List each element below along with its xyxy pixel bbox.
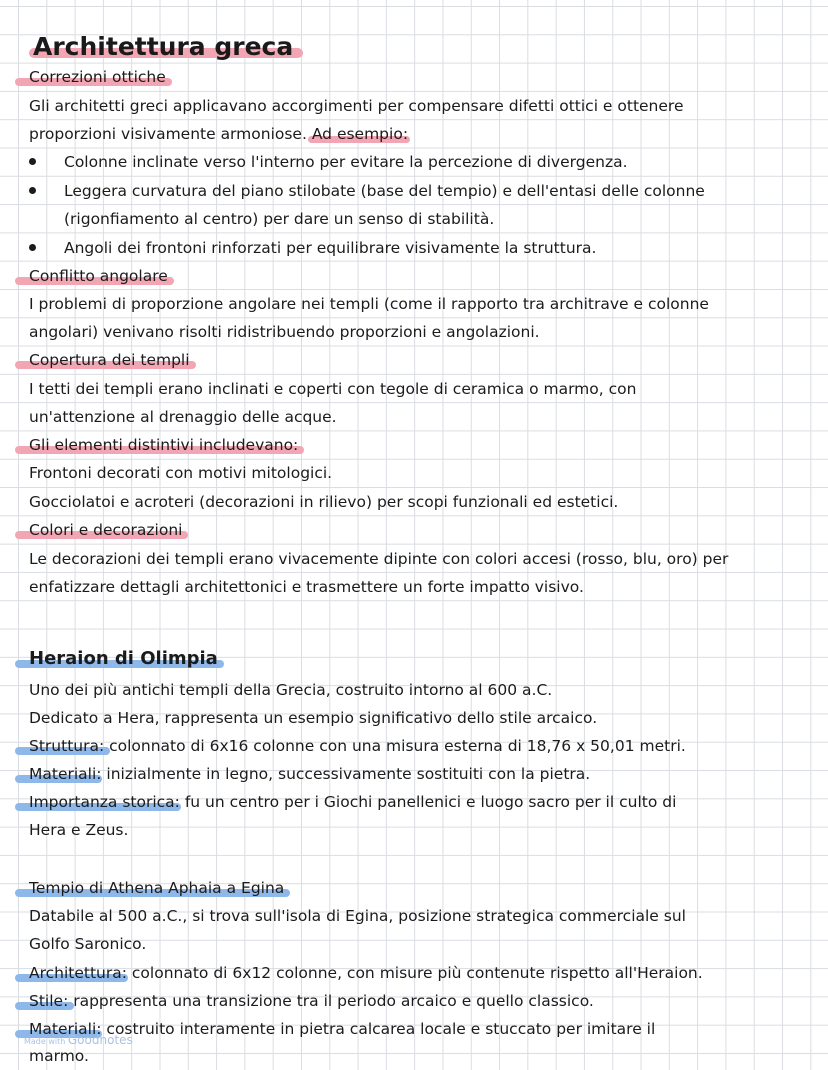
paragraph-line: enfatizzare dettagli architettonici e trasmettere un forte impatto visivo. (29, 578, 584, 596)
section-heading-conflitto: Conflitto angolare (29, 267, 168, 285)
section-heading-copertura: Copertura dei templi (29, 351, 190, 369)
paragraph-line: Gocciolatoi e acroteri (decorazioni in rilievo) per scopi funzionali ed estetici. (29, 493, 619, 511)
bullet-dot (29, 244, 36, 251)
paragraph-line: Materiali: costruito interamente in pietra calcarea locale e stuccato per imitare il (29, 1020, 656, 1038)
paragraph-line: un'attenzione al drenaggio delle acque. (29, 408, 337, 426)
paragraph-line: Le decorazioni dei templi erano vivacemente dipinte con colori accesi (rosso, blu, oro) per (29, 550, 729, 568)
paragraph-line: Struttura: colonnato di 6x16 colonne con una misura esterna di 18,76 x 50,01 metri. (29, 737, 686, 755)
section-heading-correzioni: Correzioni ottiche (29, 68, 166, 86)
goodnotes-watermark: Made with Goodnotes (24, 1033, 133, 1047)
paragraph-line: Hera e Zeus. (29, 821, 129, 839)
highlight-ad-esempio: Ad esempio: (311, 125, 409, 143)
paragraph-line: Architettura: colonnato di 6x12 colonne, con misure più contenute rispetto all'Heraion. (29, 964, 703, 982)
paragraph-line: Uno dei più antichi templi della Grecia, costruito intorno al 600 a.C. (29, 681, 553, 699)
paragraph-line: Materiali: inizialmente in legno, successivamente sostituiti con la pietra. (29, 765, 591, 783)
section-heading-colori: Colori e decorazioni (29, 521, 183, 539)
subheading-elementi: Gli elementi distintivi includevano: (29, 436, 299, 454)
label-stile: Stile: (29, 992, 69, 1010)
label-architettura: Architettura (29, 964, 122, 982)
section-heading-aphaia: Tempio di Athena Aphaia a Egina (29, 879, 285, 897)
label-materiali: Materiali (29, 1020, 97, 1038)
paragraph-line: Databile al 500 a.C., si trova sull'isola di Egina, posizione strategica commerciale sul (29, 907, 686, 925)
label-materiali: Materiali (29, 765, 97, 783)
title-text: Architettura greca (33, 32, 294, 61)
label-importanza: Importanza storica (29, 793, 175, 811)
paragraph-line: Importanza storica: fu un centro per i Giochi panellenici e luogo sacro per il culto di (29, 793, 677, 811)
paragraph-line: proporzioni visivamente armoniose. Ad esempio: (29, 125, 409, 143)
paragraph-line: Gli architetti greci applicavano accorgimenti per compensare difetti ottici e ottenere (29, 97, 684, 115)
bullet-dot (29, 158, 36, 165)
page-title (33, 32, 293, 62)
label-struttura: Struttura: (29, 737, 105, 755)
paragraph-line: angolari) venivano risolti ridistribuendo proporzioni e angolazioni. (29, 323, 540, 341)
paragraph-line: I tetti dei templi erano inclinati e coperti con tegole di ceramica o marmo, con (29, 380, 637, 398)
section-heading-heraion: Heraion di Olimpia (29, 648, 218, 669)
paragraph-line: Stile: rappresenta una transizione tra il periodo arcaico e quello classico. (29, 992, 594, 1010)
paragraph-line: Frontoni decorati con motivi mitologici. (29, 464, 333, 482)
paragraph-line: Dedicato a Hera, rappresenta un esempio significativo dello stile arcaico. (29, 709, 598, 727)
paragraph-line: marmo. (29, 1047, 89, 1065)
paragraph-line: I problemi di proporzione angolare nei templi (come il rapporto tra architrave e colonne (29, 295, 709, 313)
paragraph-line: Golfo Saronico. (29, 935, 147, 953)
notes-page: Architettura greca Correzioni ottiche Gli architetti greci applicavano accorgimenti per compensare difetti ottici e ottenere proporzioni visivamente armoniose. Ad esempio: Colonne inclinate verso l'interno per evitare la percezione di divergenza. Leggera curvatura del piano stilobate (base del tempio) e dell'entasi delle colonne (rigonfiamento al centro) per dare un senso di stabilità. Angoli dei frontoni rinforzati per equilibrare visivamente la struttura. Conflitto angolare I problemi di proporzione angolare nei templi (come il rapporto tra architrave e colonne angolari) venivano risolti ridistribuendo proporzioni e angolazioni. Copertura dei templi I tetti dei templi erano inclinati e coperti con tegole di ceramica o marmo, con un'attenzione al drenaggio delle acque. Gli elementi distintivi includevano: Frontoni decorati con motivi mitologici. Gocciolatoi e acroteri (decorazioni in rilievo) per scopi funzionali ed estetici. Colori e decorazioni Le decorazioni dei templi erano vivacemente dipinte con colori accesi (rosso, blu, oro) per enfatizzare dettagli architettonici e trasmettere un forte impatto visivo. Heraion di Olimpia Uno dei più antichi templi della Grecia, costruito intorno al 600 a.C. Dedicato a Hera, rappresenta un esempio significativo dello stile arcaico. Struttura: colonnato di 6x16 colonne con una misura esterna di 18,76 x 50,01 metri. Materiali: inizialmente in legno, successivamente sostituiti con la pietra. Importanza storica: fu un centro per i Giochi panellenici e luogo sacro per il culto di Hera e Zeus. Tempio di Athena Aphaia a Egina Databile al 500 a.C., si trova sull'isola di Egina, posizione strategica commerciale sul Golfo Saronico. Architettura: colonnato di 6x12 colonne, con misure più contenute rispetto all'Heraion. Stile: rappresenta una transizione tra il periodo arcaico e quello classico. Materiali: costruito interamente in pietra calcarea locale e stuccato per imitare il marmo. Made with Goodnotes (0, 0, 828, 1070)
bullet-dot (29, 187, 36, 194)
